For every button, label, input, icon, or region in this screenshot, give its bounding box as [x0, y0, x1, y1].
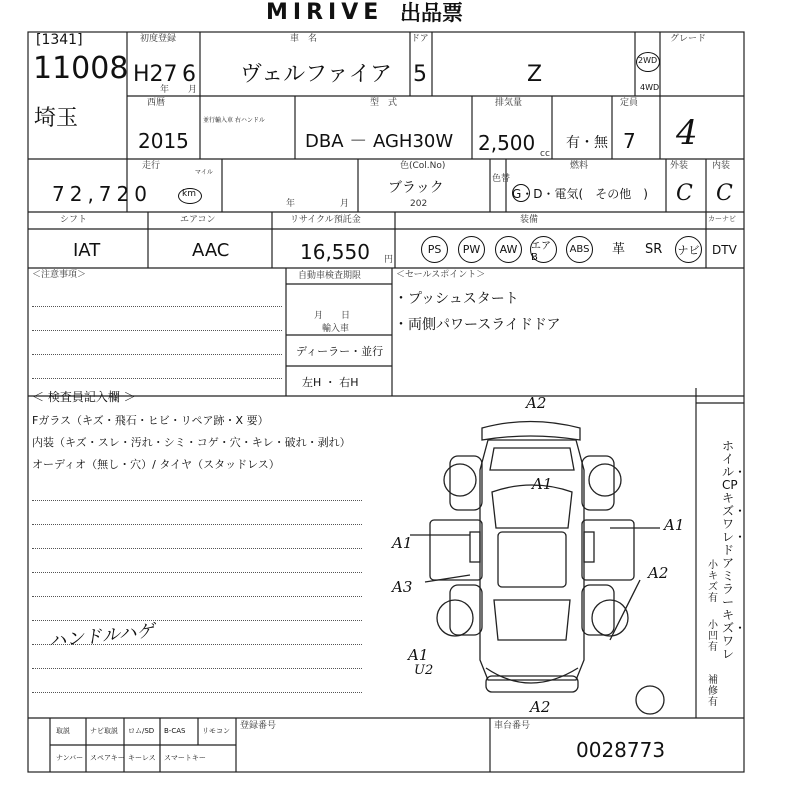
inspect-date-label: 自動車検査期限: [298, 271, 362, 281]
bottom-item-rom: ロム/SD: [128, 727, 155, 735]
drive-2wd: 2WD: [638, 56, 658, 65]
ext-grade: C: [676, 181, 693, 206]
damage-left-front: A1: [392, 534, 413, 552]
lot-number: 11008: [33, 51, 129, 86]
doors-label: ドア: [411, 34, 429, 44]
damage-left-mid: A3: [392, 578, 413, 596]
carnavi-label: カーナビ: [708, 215, 736, 223]
western-label: 西暦: [147, 98, 166, 108]
color-label: 色(Col.No): [400, 161, 446, 171]
damage-hood: A1: [532, 475, 553, 493]
reg-no-label: 登録番号: [240, 721, 277, 731]
side-small-3: 補修有: [708, 675, 718, 708]
recycle-label: リサイクル預託金: [290, 215, 361, 225]
model-code: DBA － AGH30W: [305, 131, 454, 152]
shift-value: IAT: [73, 240, 101, 261]
mileage-mile-label: マイル: [195, 169, 213, 176]
score: 4: [676, 113, 698, 153]
equip-airbag: エアB: [530, 236, 557, 263]
sales-point-1: ・プッシュスタート: [394, 291, 519, 307]
equip-navi: ナビ: [675, 236, 702, 263]
car-name: ヴェルファイア: [240, 62, 393, 87]
equip-leather: 革: [612, 242, 626, 257]
chassis-no-label: 車台番号: [494, 721, 531, 731]
capacity-value: 7: [623, 129, 636, 153]
bottom-item-remote: リモコン: [202, 727, 230, 735]
year-mark: 年: [160, 85, 170, 95]
equip-label: 装備: [520, 215, 539, 225]
damage-left-rear: A1: [408, 646, 429, 664]
handle-option: 左H ・ 右H: [302, 376, 359, 389]
import-label: 輸入車: [322, 324, 350, 334]
damage-right-front: A1: [664, 516, 685, 534]
fuel-label: 燃料: [570, 161, 589, 171]
equip-dtv: DTV: [712, 243, 737, 257]
lot-bracket: [1341]: [36, 32, 83, 48]
capacity-label: 定員: [620, 98, 639, 108]
era-year: H27: [133, 62, 178, 87]
inspector-line-audio: オーディオ（無し・穴）/ タイヤ（スタッドレス）: [32, 458, 280, 471]
notes-label: ＜注意事項＞: [32, 270, 87, 280]
grade-label: グレード: [670, 34, 707, 44]
damage-front-bumper: A2: [526, 394, 547, 412]
color-change: 色替: [492, 174, 511, 184]
reg-month: 6: [182, 62, 196, 87]
displacement: 2,500: [478, 131, 536, 155]
equip-sr: SR: [645, 242, 663, 257]
import-note: 並行輸入車 右ハンドル: [203, 117, 265, 124]
month-mark: 月: [188, 85, 198, 95]
ac-options: 有・無: [566, 135, 608, 151]
inspector-line-glass: Fガラス（キズ・飛石・ヒビ・リペア跡・X 要）: [32, 414, 269, 427]
side-small-1: 小キズ有: [708, 560, 718, 604]
inspector-label: ＜ 検査員記入欄 ＞: [32, 390, 136, 404]
bottom-item-navi-manual: ナビ取説: [90, 727, 118, 735]
fuel-value: G・D・電気( その他 ): [512, 187, 648, 201]
bottom-item-number: ナンバー: [56, 754, 84, 762]
inspect-year: 年: [286, 199, 296, 209]
side-text: ホイル・CPキズ・ワレ・ドアミラーキズ・ワレ: [722, 439, 747, 661]
bottom-item-spare-key: スペアキー: [90, 754, 125, 762]
form-title: 出品票: [400, 1, 463, 25]
ext-label: 外装: [670, 161, 689, 171]
bottom-item-keyless: キーレス: [128, 754, 156, 762]
ac-value: AAC: [192, 240, 230, 261]
first-reg-label: 初度登録: [140, 34, 177, 44]
ac-label: エアコン: [180, 215, 216, 225]
brand-logo: MIRIVE: [266, 0, 384, 25]
region: 埼玉: [34, 106, 79, 131]
inspector-line-interior: 内装（キズ・スレ・汚れ・シミ・コゲ・穴・キレ・破れ・剥れ）: [32, 436, 351, 449]
color-no: 202: [410, 199, 428, 209]
handwritten-note: ハンドルハゲ: [47, 620, 156, 653]
mileage-value: 72,720: [52, 182, 152, 206]
car-name-label: 車 名: [290, 34, 318, 44]
bottom-item-smart-key: スマートキー: [164, 754, 206, 762]
dealer-option: ディーラー・並行: [296, 345, 384, 358]
damage-rear-bumper: A2: [530, 698, 551, 716]
equip-ps: PS: [421, 236, 448, 263]
year-ad: 2015: [138, 129, 189, 153]
grade-value: Z: [527, 62, 543, 87]
displacement-label: 排気量: [495, 98, 523, 108]
mileage-unit: km: [182, 189, 196, 199]
drive-4wd: 4WD: [640, 83, 660, 92]
chassis-number: 0028773: [576, 738, 666, 762]
inspect-box-date: 月 日: [314, 311, 351, 321]
recycle-fee: 16,550: [300, 240, 370, 264]
color-value: ブラック: [388, 180, 444, 196]
equip-abs: ABS: [566, 236, 593, 263]
equip-aw: AW: [495, 236, 522, 263]
mileage-label: 走行: [142, 161, 161, 171]
damage-left-rear-2: U2: [414, 663, 434, 678]
bottom-item-bcas: B-CAS: [164, 727, 186, 735]
int-label: 内装: [712, 161, 731, 171]
yen-unit: 円: [384, 255, 394, 265]
side-small-2: 小凹有: [708, 620, 718, 653]
damage-right-rear: A2: [648, 564, 669, 582]
sales-point-label: ＜セールスポイント＞: [396, 270, 486, 280]
cc-unit: cc: [540, 149, 550, 159]
equip-pw: PW: [458, 236, 485, 263]
sales-point-2: ・両側パワースライドドア: [394, 317, 561, 333]
bottom-item-manual: 取説: [56, 727, 70, 735]
model-label: 型 式: [370, 98, 398, 108]
inspect-month: 月: [340, 199, 350, 209]
doors-value: 5: [413, 62, 427, 87]
shift-label: シフト: [60, 215, 88, 225]
int-grade: C: [716, 181, 733, 206]
